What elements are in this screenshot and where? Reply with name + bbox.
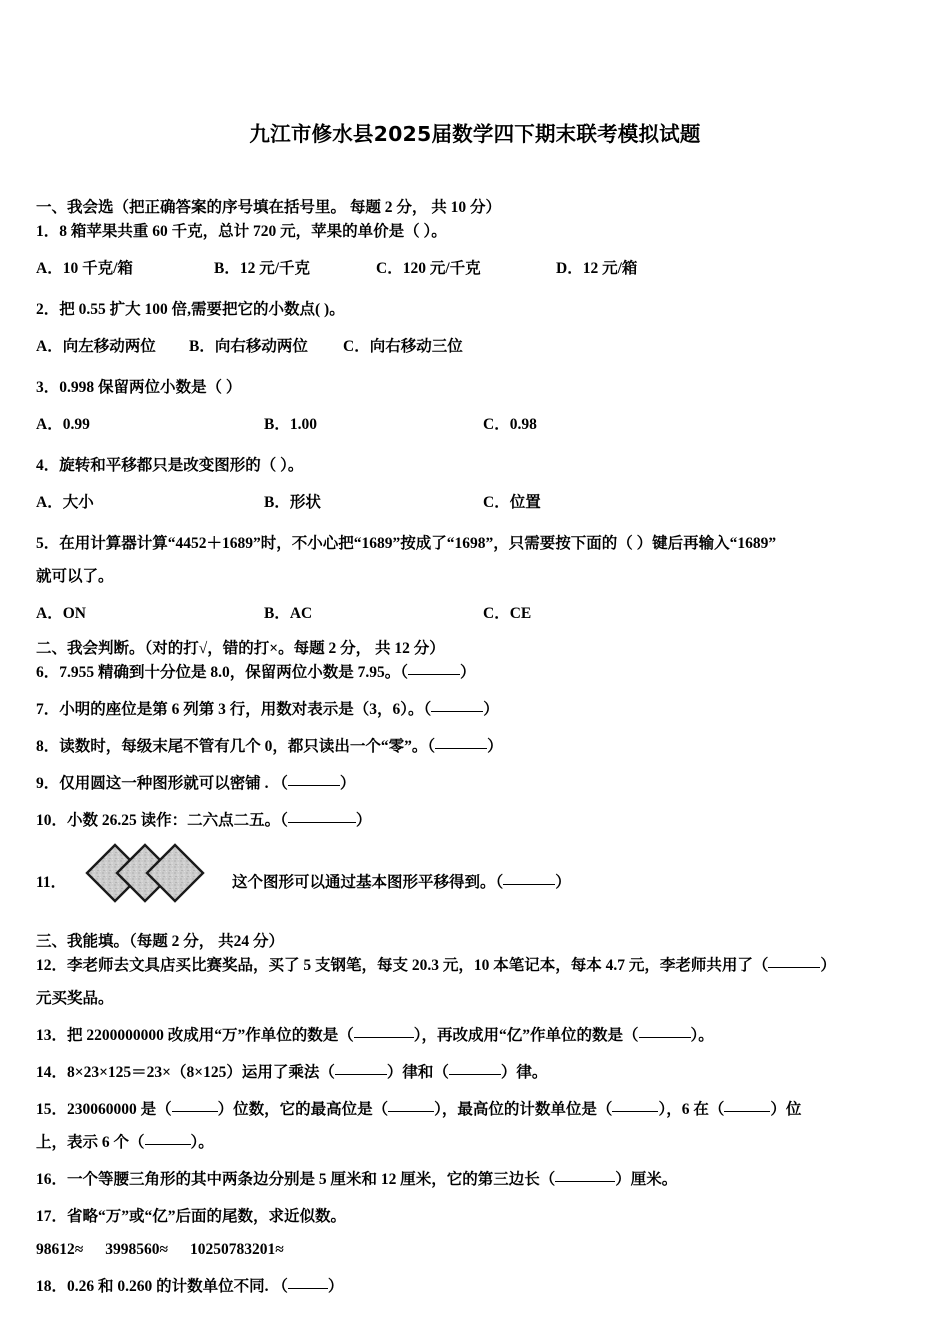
option-5-a[interactable]: A．ON (36, 605, 86, 623)
question-6-answer-blank[interactable] (408, 674, 460, 675)
question-16 (36, 1168, 926, 1192)
question-14-part-3: ）律。 (500, 1064, 548, 1082)
question-9-text: 仅用圆这一种图形就可以密铺 . （ (59, 775, 288, 793)
question-15-answer-blank-5[interactable] (145, 1144, 191, 1145)
question-10-number: 10． (36, 812, 68, 830)
question-3 (36, 376, 926, 400)
option-3-a[interactable]: A．0.99 (36, 416, 90, 434)
question-12-line-2: 元买奖品。 (36, 990, 114, 1008)
question-13-part-3: ）。 (690, 1027, 714, 1045)
question-15-part-3: ），最高位的计数单位是（ (434, 1101, 613, 1119)
question-12-text-close: ） (820, 957, 836, 975)
question-5-number: 5． (36, 535, 60, 553)
option-5-c[interactable]: C．CE (483, 605, 532, 623)
question-14-part-2: ）律和（ (386, 1064, 449, 1082)
option-1-c[interactable]: C．120 元/千克 (376, 260, 481, 278)
question-14-answer-blank-2[interactable] (449, 1074, 501, 1075)
three-overlapping-diamonds-figure (84, 842, 234, 904)
question-15-answer-blank-3[interactable] (612, 1111, 658, 1112)
question-15-line-1 (36, 1098, 926, 1122)
question-18-answer-blank[interactable] (288, 1288, 328, 1289)
option-1-b[interactable]: B．12 元/千克 (214, 260, 311, 278)
question-4-stem: 旋转和平移都只是改变图形的（ ）。 (59, 457, 304, 475)
question-14-part-1: 8×23×125＝23×（8×125）运用了乘法（ (67, 1064, 335, 1082)
question-13-number: 13． (36, 1027, 68, 1045)
option-1-a[interactable]: A．10 千克/箱 (36, 260, 133, 278)
question-18-text: 0.26 和 0.260 的计数单位不同. （ (67, 1278, 288, 1296)
option-3-b[interactable]: B．1.00 (264, 416, 317, 434)
question-11-number: 11． (36, 874, 67, 892)
question-15-part-2: ）位数，它的最高位是（ (217, 1101, 389, 1119)
question-8 (36, 735, 926, 759)
question-3-stem: 0.998 保留两位小数是（ ） (59, 379, 242, 397)
question-6 (36, 661, 926, 685)
question-10-text-close: ） (355, 812, 372, 830)
question-11-text: 这个图形可以通过基本图形平移得到。（ (232, 874, 504, 892)
question-15-answer-blank-1[interactable] (172, 1111, 218, 1112)
paper-body (36, 196, 926, 1299)
section-heading-2: 二、我会判断。（对的打√，错的打×。每题 2 分， 共 12 分） (36, 640, 445, 658)
question-7-text: 小明的座位是第 6 列第 3 行，用数对表示是（3，6）。（ (59, 701, 432, 719)
question-12-number: 12． (36, 957, 68, 975)
question-5-options (36, 602, 926, 624)
question-18-text-close: ） (327, 1278, 344, 1296)
question-6-number: 6． (36, 664, 60, 682)
question-5-line-1 (36, 532, 926, 556)
question-1 (36, 220, 926, 244)
question-15-part-4: ），6 在（ (658, 1101, 725, 1119)
question-11-answer-blank[interactable] (503, 884, 555, 885)
question-14-number: 14． (36, 1064, 68, 1082)
option-3-c[interactable]: C．0.98 (483, 416, 537, 434)
question-10 (36, 809, 926, 833)
question-10-answer-blank[interactable] (288, 822, 356, 823)
question-9 (36, 772, 926, 796)
question-2-options (36, 335, 926, 357)
question-6-text: 7.955 精确到十分位是 8.0，保留两位小数是 7.95。（ (59, 664, 409, 682)
question-15-line-2 (36, 1131, 926, 1155)
question-17-value-1: 98612≈ (36, 1241, 84, 1259)
question-2-number: 2． (36, 301, 60, 319)
question-2-stem: 把 0.55 扩大 100 倍,需要把它的小数点( )。 (59, 301, 345, 319)
question-18-number: 18． (36, 1278, 68, 1296)
question-15-answer-blank-2[interactable] (388, 1111, 434, 1112)
question-7-answer-blank[interactable] (431, 711, 483, 712)
question-13 (36, 1024, 926, 1048)
page-title: 九江市修水县2025届数学四下期末联考模拟试题 (249, 122, 701, 146)
question-15-part-5: ）位 (770, 1101, 802, 1119)
question-8-answer-blank[interactable] (435, 748, 487, 749)
question-15-part-6: 上，表示 6 个（ (36, 1134, 145, 1152)
question-13-part-1: 把 2200000000 改成用“万”作单位的数是（ (67, 1027, 354, 1045)
question-1-number: 1． (36, 223, 60, 241)
question-16-number: 16． (36, 1171, 68, 1189)
question-9-number: 9． (36, 775, 60, 793)
question-17 (36, 1205, 926, 1229)
option-2-c[interactable]: C．向右移动三位 (343, 338, 463, 356)
question-2 (36, 298, 926, 322)
option-2-a[interactable]: A．向左移动两位 (36, 338, 156, 356)
question-13-part-2: ），再改成用“亿”作单位的数是（ (413, 1027, 639, 1045)
question-11 (36, 842, 926, 904)
question-16-answer-blank[interactable] (555, 1181, 615, 1182)
option-4-b[interactable]: B．形状 (264, 494, 321, 512)
question-3-options (36, 413, 926, 435)
question-14-answer-blank-1[interactable] (335, 1074, 387, 1075)
question-11-text-wrap (232, 870, 571, 892)
question-12-answer-blank[interactable] (768, 967, 820, 968)
section-heading-3: 三、我能填。（每题 2 分， 共24 分） (36, 933, 285, 951)
question-17-number: 17． (36, 1208, 68, 1226)
question-15-part-1: 230060000 是（ (67, 1101, 172, 1119)
question-4 (36, 454, 926, 478)
question-9-answer-blank[interactable] (288, 785, 340, 786)
question-1-stem: 8 箱苹果共重 60 千克，总计 720 元，苹果的单价是（ ）。 (59, 223, 447, 241)
question-13-answer-blank-2[interactable] (639, 1037, 691, 1038)
option-5-b[interactable]: B．AC (264, 605, 313, 623)
question-15-number: 15． (36, 1101, 68, 1119)
question-17-value-3: 10250783201≈ (190, 1241, 284, 1259)
question-7-number: 7． (36, 701, 60, 719)
question-11-text-close: ） (555, 874, 571, 892)
question-9-text-close: ） (339, 775, 356, 793)
question-17-value-2: 3998560≈ (105, 1241, 169, 1259)
question-18 (36, 1275, 926, 1299)
question-3-number: 3． (36, 379, 60, 397)
question-15-part-7: ）。 (190, 1134, 214, 1152)
question-10-text: 小数 26.25 读作：二六点二五。（ (67, 812, 288, 830)
question-4-options (36, 491, 926, 513)
question-16-part-1: 一个等腰三角形的其中两条边分别是 5 厘米和 12 厘米，它的第三边长（ (67, 1171, 556, 1189)
question-13-answer-blank-1[interactable] (354, 1037, 414, 1038)
question-4-number: 4． (36, 457, 60, 475)
question-15-answer-blank-4[interactable] (724, 1111, 770, 1112)
question-6-text-close: ） (460, 664, 476, 682)
question-8-number: 8． (36, 738, 60, 756)
option-4-a[interactable]: A．大小 (36, 494, 94, 512)
question-1-options (36, 257, 926, 279)
question-5-line-2: 就可以了。 (36, 568, 114, 586)
question-12-text: 李老师去文具店买比赛奖品，买了 5 支钢笔，每支 20.3 元，10 本笔记本，每本 4.7 元，李老师共用了（ (67, 957, 769, 975)
question-17-values (36, 1238, 926, 1262)
question-14 (36, 1061, 926, 1085)
option-2-b[interactable]: B．向右移动两位 (189, 338, 308, 356)
option-4-c[interactable]: C．位置 (483, 494, 541, 512)
question-7-text-close: ） (483, 701, 499, 719)
question-12-line-1 (36, 954, 926, 978)
question-7 (36, 698, 926, 722)
question-8-text: 读数时，每级末尾不管有几个 0，都只读出一个“零”。（ (59, 738, 436, 756)
option-1-d[interactable]: D．12 元/箱 (556, 260, 638, 278)
question-8-text-close: ） (487, 738, 503, 756)
question-17-stem: 省略“万”或“亿”后面的尾数，求近似数。 (67, 1208, 347, 1226)
question-16-part-2: ）厘米。 (615, 1171, 678, 1189)
question-5-stem-line-1: 在用计算器计算“4452＋1689”时，不小心把“1689”按成了“1698”，只需要按下面的（ ）键后再输入“1689” (59, 535, 777, 553)
section-heading-1: 一、我会选（把正确答案的序号填在括号里。 每题 2 分， 共 10 分） (36, 199, 502, 216)
